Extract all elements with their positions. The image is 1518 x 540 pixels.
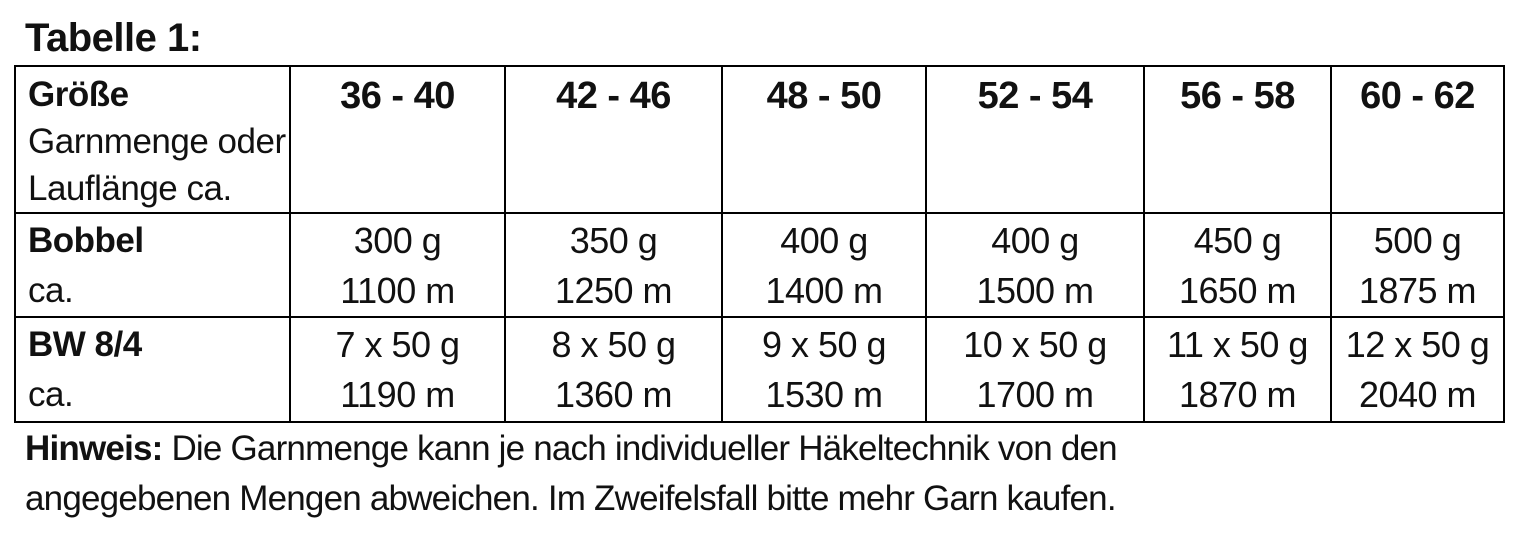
size-header-52-54: 52 - 54: [926, 66, 1144, 213]
meters-value: 2040 m: [1358, 374, 1477, 415]
header-label-cell: [15, 66, 290, 213]
note: [25, 424, 1495, 524]
skeins-value: 9 x 50 g: [761, 324, 887, 365]
table-row-bobbel: [15, 213, 1504, 317]
bobbel-cell-52-54: [926, 213, 1144, 317]
bw84-label-cell: [15, 317, 290, 422]
table-title: Tabelle 1:: [25, 16, 202, 60]
bw84-cell-60-62: [1331, 317, 1504, 422]
note-label: Hinweis:: [25, 429, 163, 468]
bw84-ca-label: ca.: [28, 375, 74, 414]
bw84-cell-56-58: [1144, 317, 1331, 422]
grams-value: 500 g: [1373, 220, 1462, 261]
meters-value: 1500 m: [976, 270, 1094, 311]
table-row-bw84: [15, 317, 1504, 422]
meters-value: 1400 m: [765, 270, 883, 311]
grams-value: 400 g: [991, 220, 1079, 261]
bobbel-cell-48-50: [722, 213, 926, 317]
bobbel-ca-label: ca.: [28, 271, 74, 310]
size-header-42-46: 42 - 46: [505, 66, 722, 213]
bw84-cell-36-40: [290, 317, 505, 422]
meters-value: 1360 m: [554, 374, 673, 415]
meters-value: 1250 m: [554, 270, 673, 311]
meters-value: 1870 m: [1178, 374, 1297, 415]
bobbel-cell-36-40: [290, 213, 505, 317]
bobbel-label: Bobbel: [28, 221, 144, 260]
bobbel-cell-60-62: [1331, 213, 1504, 317]
table-header-row: [15, 66, 1504, 213]
grams-value: 450 g: [1193, 220, 1282, 261]
size-header-56-58: 56 - 58: [1144, 66, 1331, 213]
note-line1: Die Garnmenge kann je nach individueller Häkeltechnik von den: [162, 429, 1117, 468]
meters-value: 1100 m: [340, 270, 455, 311]
bw84-cell-48-50: [722, 317, 926, 422]
yarn-quantity-table: [14, 65, 1505, 423]
skeins-value: 10 x 50 g: [963, 324, 1107, 365]
bw84-cell-42-46: [505, 317, 722, 422]
grams-value: 300 g: [353, 220, 442, 261]
skeins-value: 7 x 50 g: [335, 324, 460, 365]
size-header-48-50: 48 - 50: [722, 66, 926, 213]
meters-value: 1875 m: [1358, 270, 1477, 311]
header-lauflaenge-label: Lauflänge ca.: [28, 169, 232, 208]
header-groesse-label: Größe: [28, 75, 129, 114]
bw84-label: BW 8/4: [28, 325, 142, 364]
grams-value: 350 g: [569, 220, 658, 261]
meters-value: 1190 m: [340, 374, 455, 415]
skeins-value: 11 x 50 g: [1167, 324, 1308, 365]
meters-value: 1530 m: [765, 374, 883, 415]
meters-value: 1650 m: [1178, 270, 1297, 311]
note-line2: angegebenen Mengen abweichen. Im Zweifelsfall bitte mehr Garn kaufen.: [25, 479, 1116, 518]
skeins-value: 12 x 50 g: [1345, 324, 1490, 365]
bobbel-cell-42-46: [505, 213, 722, 317]
bobbel-cell-56-58: [1144, 213, 1331, 317]
meters-value: 1700 m: [976, 374, 1094, 415]
bw84-cell-52-54: [926, 317, 1144, 422]
size-header-60-62: 60 - 62: [1331, 66, 1504, 213]
header-garnmenge-label: Garnmenge oder: [28, 122, 286, 161]
skeins-value: 8 x 50 g: [551, 324, 676, 365]
bobbel-label-cell: [15, 213, 290, 317]
grams-value: 400 g: [780, 220, 868, 261]
size-header-36-40: 36 - 40: [290, 66, 505, 213]
